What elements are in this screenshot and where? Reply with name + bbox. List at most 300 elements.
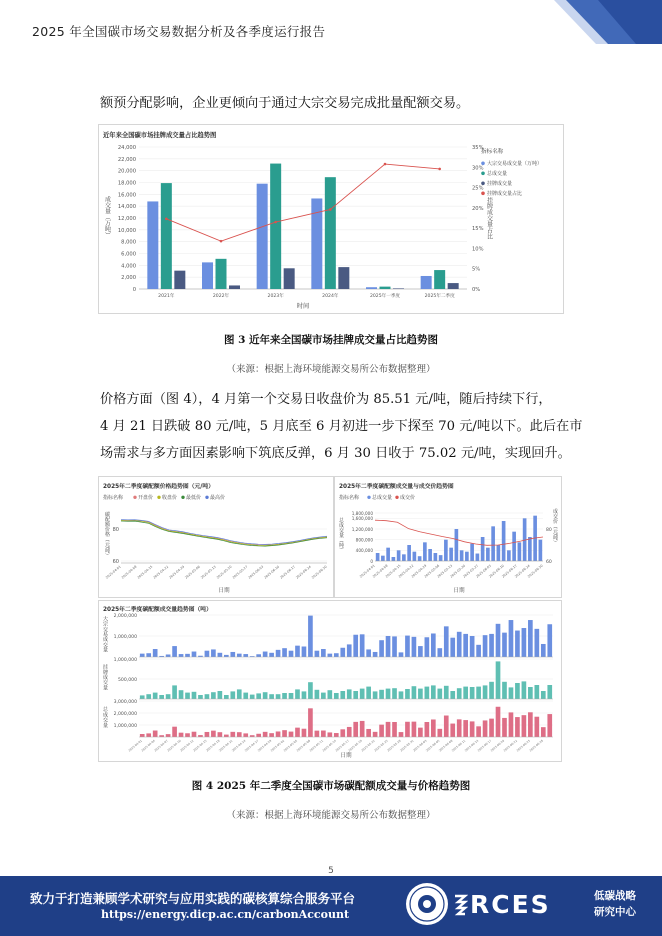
volume-bar — [321, 731, 326, 737]
y2-tick-label: 10% — [472, 246, 484, 253]
volume-bar — [379, 640, 384, 657]
volume-bar — [423, 542, 427, 561]
volume-bar — [256, 654, 261, 657]
x-tick-label: 2025-04-04 — [140, 738, 156, 753]
x-tick-label: 2025-04-18 — [205, 738, 221, 753]
page-number: 5 — [328, 866, 334, 876]
volume-bar — [153, 649, 158, 657]
volume-bar — [295, 728, 300, 737]
volume-bar — [412, 686, 417, 699]
x-tick-label: 2025-04-22 — [152, 564, 170, 580]
volume-bar — [402, 554, 406, 561]
volume-bar — [457, 688, 462, 699]
legend-label: 最高价 — [210, 495, 226, 501]
volume-bar — [539, 540, 543, 561]
figure-3-chart — [98, 124, 564, 314]
volume-bar — [379, 725, 384, 737]
x-tick-label: 2025-05-06 — [423, 563, 441, 579]
volume-bar — [541, 727, 546, 737]
x-tick-label: 2025-05-02 — [269, 738, 286, 753]
volume-bar — [289, 651, 294, 657]
volume-bar — [515, 683, 520, 699]
volume-bar — [269, 733, 274, 737]
legend-marker — [181, 496, 184, 499]
volume-bar — [205, 651, 210, 657]
volume-bar — [444, 686, 449, 699]
volume-bar — [218, 653, 223, 657]
volume-bar — [321, 693, 326, 699]
volume-bar — [386, 689, 391, 699]
y-tick-label: 2,000,000 — [113, 613, 137, 619]
volume-bar — [347, 644, 352, 657]
volume-bar — [256, 734, 261, 737]
volume-bar — [243, 733, 248, 737]
volume-bar — [449, 548, 453, 561]
paragraph-1: 额预分配影响，企业更倾向于通过大宗交易完成批量配额交易。 — [100, 96, 470, 111]
y-tick-label: 1,000,000 — [113, 634, 137, 640]
legend-marker — [395, 496, 398, 499]
x-tick-label: 2025-06-03 — [475, 563, 492, 579]
y-axis-label: 碳配额价格（元/吨） — [104, 511, 110, 559]
bar-1 — [421, 276, 432, 289]
report-title: 2025 年全国碳市场交易数据分析及各季度运行报告 — [32, 24, 326, 39]
volume-bar — [528, 537, 532, 561]
volume-bar — [185, 693, 190, 699]
legend-marker — [481, 162, 485, 166]
x-tick-label: 2023年 — [267, 294, 284, 299]
volume-bar — [289, 732, 294, 737]
x-tick-label: 2025-04-08 — [120, 564, 138, 580]
x-tick-label: 2025-04-29 — [168, 564, 186, 580]
volume-bar — [360, 689, 365, 699]
volume-bar — [211, 731, 216, 737]
x-tick-label: 2025-06-14 — [463, 738, 480, 753]
figure-4-source: （来源：根据上海环境能源交易所公布数据整理） — [226, 810, 436, 821]
x-tick-label: 2025-04-15 — [136, 564, 154, 580]
bar-3 — [338, 267, 349, 289]
volume-bar — [547, 624, 552, 657]
x-tick-label: 2025-05-22 — [360, 738, 376, 753]
volume-bar — [353, 722, 358, 737]
volume-bar — [376, 553, 380, 561]
y-tick-label: 12,000 — [117, 216, 136, 222]
volume-bar — [146, 653, 151, 657]
y-tick-label: 8,000 — [121, 239, 136, 246]
volume-bar — [515, 717, 520, 737]
y-tick-label: 10,000 — [117, 227, 136, 234]
volume-bar — [179, 690, 184, 699]
legend-marker — [133, 496, 136, 499]
footer-slogan: 致力于打造兼顾学术研究与应用实践的碳核算综合服务平台 — [30, 891, 356, 906]
volume-bar — [172, 727, 177, 737]
legend-marker — [367, 496, 370, 499]
y2-tick-label: 35% — [472, 145, 484, 151]
x-tick-label: 2025-05-06 — [184, 564, 201, 580]
footer-org-line-1: 低碳战略 — [594, 890, 636, 902]
volume-bar — [412, 722, 417, 737]
y-tick-label: 2,000,000 — [113, 711, 137, 717]
volume-bar — [392, 688, 397, 699]
ratio-point — [438, 168, 441, 171]
ratio-point — [274, 221, 277, 224]
volume-bar — [237, 654, 242, 657]
volume-bar — [509, 687, 514, 699]
volume-bar — [507, 550, 511, 561]
volume-bar — [179, 733, 184, 737]
y-tick-label: 1,200,000 — [351, 526, 373, 532]
volume-bar — [437, 689, 442, 699]
volume-bar — [455, 529, 459, 561]
y2-tick-label: 25% — [472, 185, 484, 192]
y-axis-label: 成交量（万吨） — [103, 196, 111, 238]
x-tick-label: 2025-05-08 — [295, 738, 312, 753]
volume-bar — [295, 689, 300, 699]
volume-bar — [153, 731, 158, 737]
volume-bar — [444, 626, 449, 657]
x-tick-label: 2025-04-21 — [217, 738, 234, 753]
volume-bar — [373, 691, 378, 699]
volume-bar — [502, 633, 507, 657]
x-tick-label: 2025-06-17 — [501, 563, 518, 579]
volume-bar — [224, 655, 229, 657]
volume-bar — [399, 652, 404, 657]
figure-3-source: （来源：根据上海环境能源交易所公布数据整理） — [226, 364, 436, 375]
volume-bar — [450, 691, 455, 699]
ratio-point — [329, 208, 332, 211]
volume-bar — [237, 732, 242, 737]
x-tick-label: 2025-06-11 — [450, 738, 467, 753]
x-tick-label: 2025-06-20 — [489, 738, 506, 753]
volume-bar — [512, 532, 516, 561]
volume-bar — [502, 682, 507, 699]
figure-3-caption: 图 3 近年来全国碳市场挂牌成交量占比趋势图 — [223, 334, 439, 346]
legend-marker — [481, 182, 485, 186]
x-tick-label: 2025-05-25 — [373, 738, 389, 753]
footer-org-line-2: 研究中心 — [594, 906, 636, 918]
page-header — [0, 0, 662, 44]
bar-3 — [393, 288, 404, 289]
volume-bar — [444, 540, 448, 561]
x-tick-label: 2025年一季度 — [369, 294, 401, 299]
volume-bar — [399, 691, 404, 699]
volume-bar — [437, 729, 442, 737]
volume-bar — [243, 654, 248, 657]
volume-bar — [340, 729, 345, 737]
volume-bar — [192, 732, 197, 737]
volume-bar — [205, 732, 210, 737]
volume-bar — [347, 727, 352, 737]
volume-bar — [146, 733, 151, 737]
volume-bar — [496, 661, 501, 699]
x-tick-label: 2025-06-25 — [515, 738, 532, 753]
x-tick-label: 2025-06-10 — [488, 563, 505, 579]
bar-2 — [434, 270, 445, 289]
volume-bar — [366, 649, 371, 657]
volume-bar — [392, 722, 397, 737]
x-axis-label: 日期 — [218, 588, 230, 594]
volume-bar — [276, 694, 281, 699]
y-tick-label: 22,000 — [117, 156, 136, 163]
volume-bar — [522, 681, 527, 699]
bar-1 — [366, 287, 377, 289]
x-tick-label: 2025-06-10 — [263, 564, 281, 580]
volume-bar — [483, 635, 488, 657]
fig3-svg — [99, 125, 563, 313]
x-tick-label: 2025-04-27 — [243, 738, 260, 753]
y-tick-label: 500,000 — [118, 677, 137, 683]
volume-bar — [381, 556, 385, 561]
volume-bar — [327, 690, 332, 699]
x-tick-label: 2025-05-05 — [282, 738, 299, 753]
volume-bar — [425, 637, 430, 657]
volume-bar — [327, 654, 332, 657]
volume-bar — [450, 724, 455, 737]
volume-bar — [428, 549, 432, 561]
x-tick-label: 2025-05-27 — [231, 564, 249, 580]
footer-url: https://energy.dicp.ac.cn/carbonAccount — [101, 908, 350, 921]
bar-3 — [174, 271, 185, 289]
volume-bar — [431, 719, 436, 737]
volume-bar — [256, 693, 261, 699]
volume-bar — [276, 731, 281, 737]
y-axis-label: 总成交量（吨） — [338, 517, 344, 553]
x-tick-label: 2025年二季度 — [424, 294, 455, 299]
volume-bar — [463, 634, 468, 657]
volume-bar — [437, 648, 442, 657]
volume-bar — [489, 682, 494, 699]
y-tick-label: 24,000 — [117, 145, 136, 151]
y2-tick-label: 60 — [546, 560, 552, 565]
volume-bar — [460, 550, 464, 561]
x-tick-label: 2025-04-29 — [410, 563, 428, 579]
y-tick-label: 2,000 — [121, 275, 136, 282]
ratio-point — [384, 163, 387, 166]
figure-4-volume-chart — [98, 600, 562, 762]
volume-bar — [528, 687, 533, 699]
volume-bar — [431, 685, 436, 699]
volume-bar — [496, 624, 501, 657]
volume-bar — [185, 733, 190, 737]
bar-2 — [325, 177, 336, 289]
legend-label: 成交价 — [400, 495, 416, 501]
volume-bar — [457, 632, 462, 657]
y2-tick-label: 5% — [472, 266, 481, 273]
volume-bar — [140, 654, 145, 657]
volume-bar — [522, 715, 527, 737]
volume-bar — [392, 557, 396, 561]
volume-bar — [515, 631, 520, 657]
volume-bar — [308, 682, 313, 699]
price-svg — [99, 477, 333, 597]
x-tick-label: 2025-04-01 — [104, 564, 122, 580]
volume-bar — [366, 687, 371, 699]
volume-bar — [386, 636, 391, 657]
volume-bar — [463, 687, 468, 699]
x-tick-label: 2025-06-30 — [526, 563, 544, 579]
volume-bar — [483, 685, 488, 699]
price-line — [375, 520, 543, 545]
x-tick-label: 2025-05-13 — [436, 563, 454, 579]
volume-bar — [476, 687, 481, 699]
x-axis-label: 日期 — [453, 588, 465, 594]
x-tick-label: 2025-04-29 — [256, 738, 273, 753]
volume-bar — [159, 735, 164, 737]
volume-bar — [534, 717, 539, 737]
x-tick-label: 2025-06-17 — [279, 564, 296, 580]
panel-label: 挂牌成交量 — [102, 664, 108, 690]
y2-axis-label: 挂牌成交量占比 — [485, 197, 493, 239]
volume-bar — [405, 636, 410, 657]
x-tick-label: 2025-06-22 — [502, 738, 519, 753]
legend-label: 总成交量 — [372, 495, 393, 501]
x-tick-label: 2025-06-30 — [310, 564, 328, 580]
page-footer — [0, 876, 662, 936]
y-tick-label: 1,800,000 — [351, 510, 373, 516]
bar-2 — [161, 183, 172, 289]
volume-bar — [205, 694, 210, 699]
volume-bar — [439, 555, 443, 561]
y-tick-label: 14,000 — [117, 204, 136, 211]
volume-bar — [302, 729, 307, 737]
x-tick-label: 2025-06-03 — [247, 564, 265, 580]
x-tick-label: 2025-05-27 — [462, 563, 480, 579]
volume-bar — [522, 628, 527, 657]
bar-1 — [147, 201, 158, 289]
x-tick-label: 2025-05-20 — [215, 564, 233, 580]
volume-bar — [470, 687, 475, 699]
volume-bar — [425, 722, 430, 737]
volume-bar — [425, 687, 430, 699]
volume-bar — [399, 732, 404, 737]
legend-marker — [157, 496, 160, 499]
volume-bar — [198, 735, 203, 737]
volume-bar — [379, 690, 384, 699]
y-tick-label: 20,000 — [117, 168, 136, 175]
volume-bar — [547, 685, 552, 699]
volume-bar — [224, 695, 229, 699]
volume-bar — [407, 545, 411, 561]
volume-bar — [282, 693, 287, 699]
y2-tick-label: 30% — [472, 165, 484, 172]
figure-4-volume-price-chart — [334, 476, 562, 598]
chart-title: 近年来全国碳市场挂牌成交量占比趋势图 — [103, 132, 217, 139]
volume-bar — [434, 553, 438, 561]
y-tick-label: 1,000,000 — [113, 657, 137, 663]
legend-title: 指标名称 — [481, 149, 504, 155]
y2-axis-label: 成交价（元/吨） — [552, 508, 558, 546]
volume-bar — [486, 548, 490, 561]
volume-bar — [340, 648, 345, 657]
legend-label: 开盘价 — [138, 495, 154, 501]
bar-1 — [202, 262, 213, 289]
volume-bar — [308, 708, 313, 737]
volume-bar — [481, 537, 485, 561]
x-tick-label: 2025-04-10 — [166, 738, 182, 753]
legend-label: 挂牌成交量占比 — [487, 191, 523, 197]
volume-bar — [289, 693, 294, 699]
institute-seal-icon — [404, 881, 450, 927]
y-tick-label: 6,000 — [121, 251, 136, 258]
volume-bar — [166, 694, 171, 699]
x-tick-label: 2021年 — [158, 294, 175, 299]
x-tick-label: 2025-05-11 — [308, 738, 325, 753]
y2-tick-label: 20% — [472, 205, 484, 212]
volume-bar — [397, 550, 401, 561]
x-tick-label: 2025-06-08 — [437, 738, 454, 753]
volume-bar — [295, 646, 300, 657]
volume-bar — [340, 691, 345, 699]
x-tick-label: 2025-05-14 — [321, 738, 337, 753]
x-tick-label: 2025-04-01 — [127, 738, 143, 753]
chart-title: 2025年二季度碳配额成交量与成交价趋势图 — [339, 484, 454, 490]
x-tick-label: 2025-04-15 — [192, 738, 208, 753]
volume-bar — [230, 691, 235, 699]
x-tick-label: 2025-04-01 — [358, 563, 376, 579]
bar-2 — [380, 287, 391, 289]
paragraph-2-line-1: 价格方面（图 4），4 月第一个交易日收盘价为 85.51 元/吨，随后持续下行， — [100, 392, 552, 407]
y-tick-label: 80 — [112, 527, 119, 533]
y-tick-label: 1,000,000 — [113, 723, 137, 729]
volume-bar — [172, 685, 177, 699]
volume-bar — [418, 646, 423, 657]
volume-bar — [496, 707, 501, 737]
volume-bar — [282, 648, 287, 657]
x-tick-label: 2025-04-22 — [397, 563, 415, 579]
x-tick-label: 2025-06-24 — [295, 564, 312, 580]
volume-bar — [405, 689, 410, 699]
volume-bar — [302, 691, 307, 699]
volume-bar — [263, 692, 268, 699]
volume-bar — [347, 689, 352, 699]
ratio-point — [220, 240, 223, 243]
rces-logo-text: RCES — [470, 890, 551, 919]
paragraph-2-line-2: 4 月 21 日跌破 80 元/吨，5 月底至 6 月初进一步下探至 70 元/吨以下。此后在市 — [100, 419, 583, 434]
volume-bar — [483, 720, 488, 737]
volume-bar — [237, 689, 242, 699]
volume-bar — [476, 726, 481, 737]
bar-3 — [284, 268, 295, 289]
panel-label: 大宗交易成交量 — [102, 615, 108, 653]
x-tick-label: 2025-05-19 — [347, 738, 363, 753]
volume-bar — [218, 691, 223, 699]
legend-label: 大宗交易成交量（万吨） — [487, 161, 543, 167]
volume-bar — [263, 732, 268, 737]
volume-bar — [192, 652, 197, 657]
volume-bar — [360, 634, 365, 657]
volume-bar — [418, 556, 422, 561]
volume-svg — [99, 601, 561, 761]
volume-bar — [211, 692, 216, 699]
rces-logo-mark-icon — [452, 892, 468, 920]
volume-bar — [518, 542, 522, 561]
volume-bar — [140, 695, 145, 699]
volume-bar — [476, 645, 481, 657]
x-axis-label: 日期 — [340, 753, 352, 759]
volume-bar — [509, 712, 514, 737]
volume-bar — [547, 714, 552, 737]
volume-bar — [224, 735, 229, 737]
volume-bar — [418, 728, 423, 737]
volume-bar — [263, 652, 268, 657]
volume-bar — [534, 629, 539, 657]
volume-bar — [497, 545, 501, 561]
y-tick-label: 3,000,000 — [113, 699, 137, 705]
volume-bar — [470, 544, 474, 561]
legend-title: 指标名称 — [339, 495, 360, 501]
y-tick-label: 0 — [370, 558, 373, 564]
volume-bar — [230, 732, 235, 737]
volume-bar — [386, 548, 390, 561]
